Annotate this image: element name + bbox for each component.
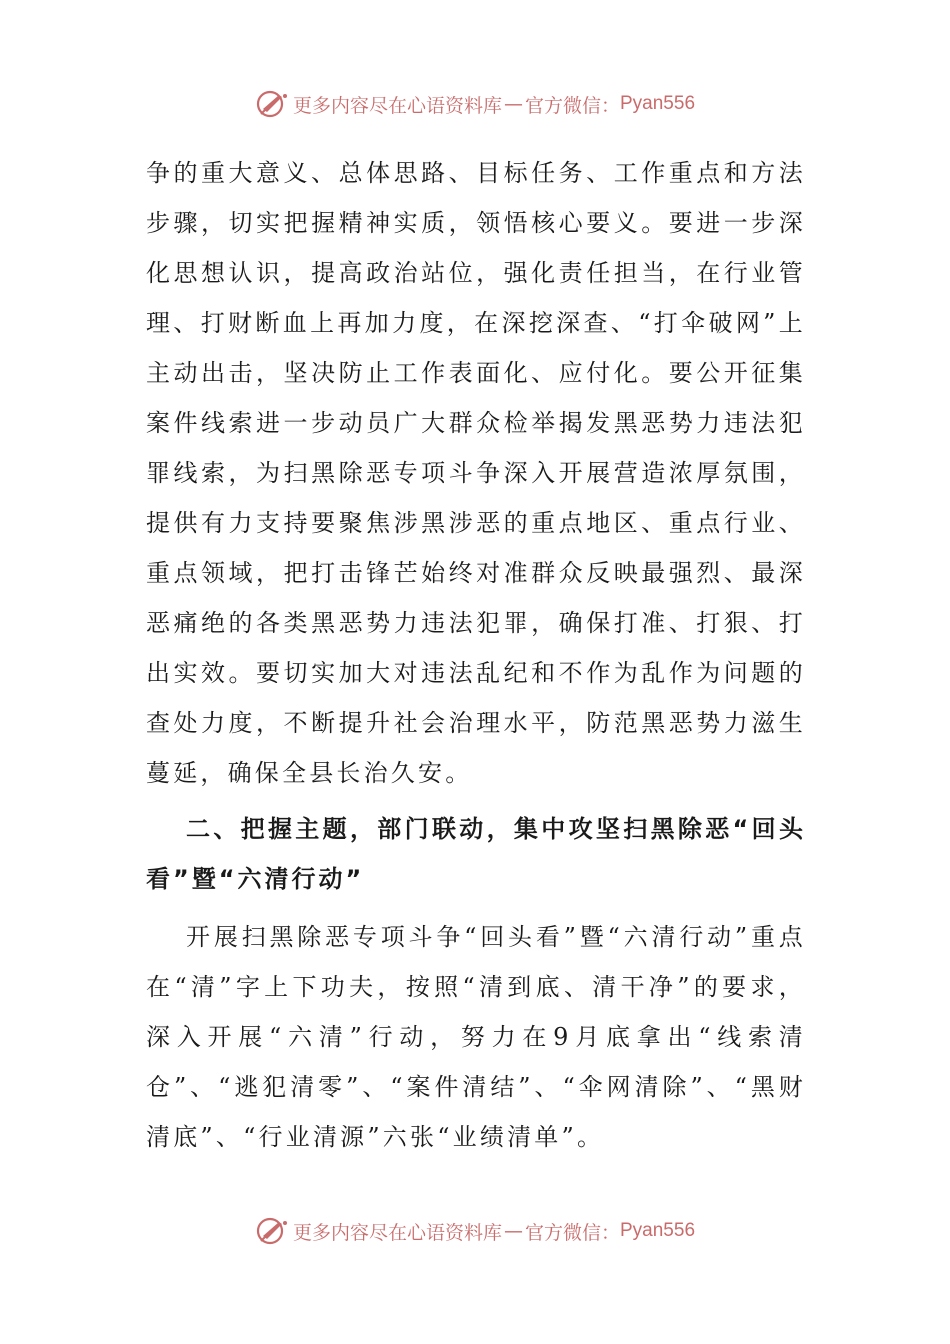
body-paragraph-2: 开展扫黑除恶专项斗争“回头看”暨“六清行动”重点在“清”字上下功夫，按照“清到底、清干净”的要求，深入开展“六清”行动，努力在9月底拿出“线索清仓”、“逃犯清零”、“案件清结”、“伞网清除”、“黑财清底”、“行业清源”六张“业绩清单”。 bbox=[146, 923, 806, 1151]
watermark-contact-label: 官方微信： bbox=[524, 1221, 620, 1244]
watermark-site-text: 更多内容尽在心语资料库 bbox=[292, 1221, 502, 1244]
pen-circle-logo-icon bbox=[255, 1214, 289, 1248]
body-paragraph-1: 争的重大意义、总体思路、目标任务、工作重点和方法步骤，切实把握精神实质，领悟核心要义。要进一步深化思想认识，提高政治站位，强化责任担当，在行业管理、打财断血上再加力度，在深挖深查、“打伞破网”上主动出击，坚决防止工作表面化、应付化。要公开征集案件线索进一步动员广大群众检举揭发黑恶势力违法犯罪线索，为扫黑除恶专项斗争深入开展营造浓厚氛围，提供有力支持要聚焦涉黑涉恶的重点地区、重点行业、重点领域，把打击锋芒始终对准群众反映最强烈、最深恶痛绝的各类黑恶势力违法犯罪，确保打准、打狠、打出实效。要切实加大对违法乱纪和不作为乱作为问题的查处力度，不断提升社会治理水平，防范黑恶势力滋生蔓延，确保全县长治久安。 bbox=[146, 159, 806, 787]
watermark-dash: — bbox=[503, 1220, 523, 1242]
document-body bbox=[146, 148, 806, 1162]
watermark-site-text: 更多内容尽在心语资料库 bbox=[292, 94, 502, 117]
pen-circle-logo-icon bbox=[255, 87, 289, 121]
watermark-dash: — bbox=[503, 93, 523, 115]
watermark-contact-label: 官方微信： bbox=[524, 94, 620, 117]
watermark-footer bbox=[0, 1211, 950, 1251]
watermark-contact-id: Pyan556 bbox=[620, 1220, 696, 1241]
watermark-header bbox=[0, 84, 950, 124]
watermark-contact-id: Pyan556 bbox=[620, 93, 696, 114]
section-heading-2: 二、把握主题，部门联动，集中攻坚扫黑除恶“回头看”暨“六清行动” bbox=[146, 815, 806, 893]
